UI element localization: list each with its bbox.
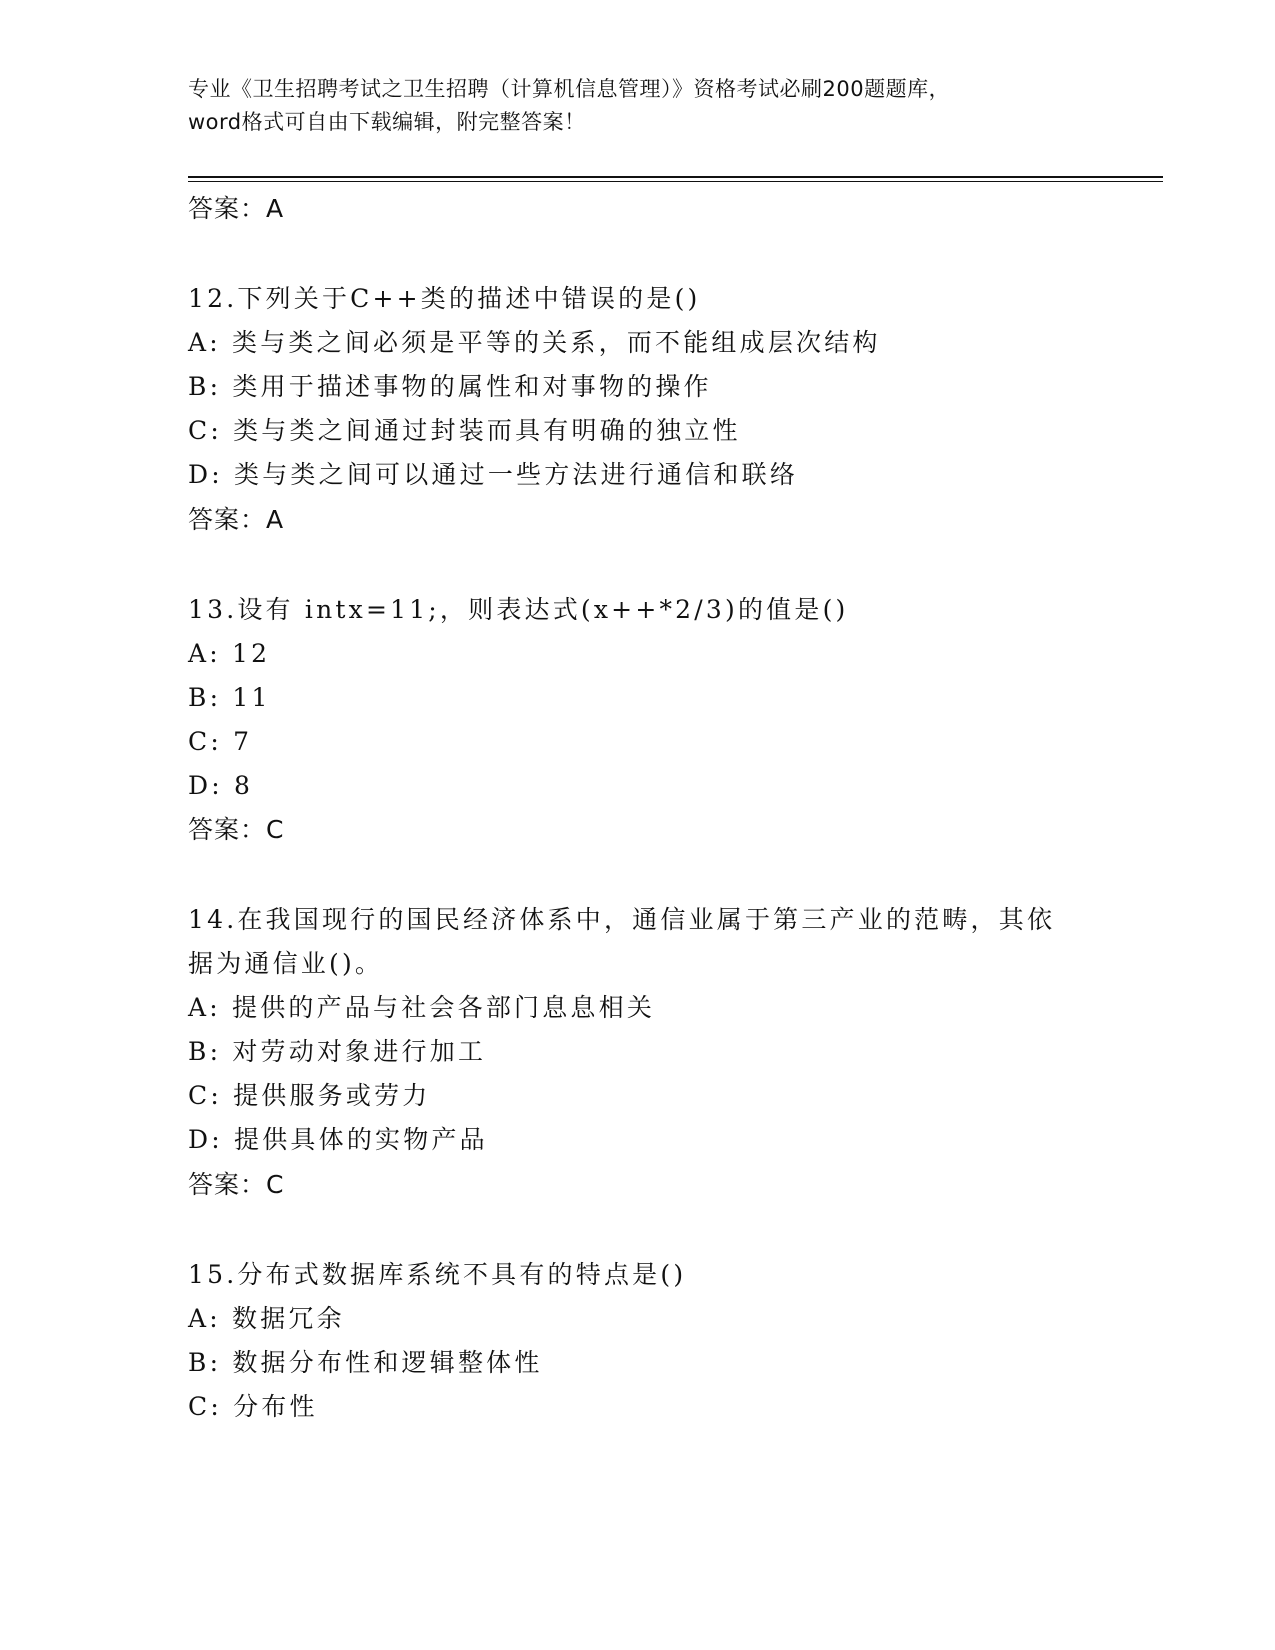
question-14-text-line-2: 据为通信业()。 <box>188 949 384 978</box>
question-12-option-a: A: 类与类之间必须是平等的关系，而不能组成层次结构 <box>188 328 881 357</box>
question-13-option-d: D: 8 <box>188 771 254 800</box>
question-12-option-b: B: 类用于描述事物的属性和对事物的操作 <box>188 372 712 401</box>
question-15-option-a: A: 数据冗余 <box>188 1304 345 1333</box>
header-divider-thin <box>188 181 1163 182</box>
answer-line: 答案：A <box>188 194 285 223</box>
header-line-2: word格式可自由下载编辑，附完整答案！ <box>188 110 586 134</box>
question-14-option-c: C: 提供服务或劳力 <box>188 1081 431 1110</box>
question-14-text-line-1: 14.在我国现行的国民经济体系中，通信业属于第三产业的范畴，其依 <box>188 905 1056 934</box>
question-13-option-b: B: 11 <box>188 683 271 712</box>
question-15-text: 15.分布式数据库系统不具有的特点是() <box>188 1260 687 1289</box>
question-14-option-d: D: 提供具体的实物产品 <box>188 1125 488 1154</box>
question-14-answer: 答案：C <box>188 1170 285 1199</box>
header-divider-thick <box>188 176 1163 178</box>
question-12-option-d: D: 类与类之间可以通过一些方法进行通信和联络 <box>188 460 799 489</box>
question-12-answer: 答案：A <box>188 505 285 534</box>
question-13-text: 13.设有 intx=11;，则表达式(x++*2/3)的值是() <box>188 595 849 624</box>
question-14-option-a: A: 提供的产品与社会各部门息息相关 <box>188 993 656 1022</box>
question-13-option-c: C: 7 <box>188 727 253 756</box>
question-12-text: 12.下列关于C++类的描述中错误的是() <box>188 284 701 313</box>
question-15-option-c: C: 分布性 <box>188 1392 318 1421</box>
question-12-option-c: C: 类与类之间通过封装而具有明确的独立性 <box>188 416 741 445</box>
question-14-option-b: B: 对劳动对象进行加工 <box>188 1037 487 1066</box>
question-13-answer: 答案：C <box>188 815 285 844</box>
document-header <box>188 73 1088 139</box>
question-13-option-a: A: 12 <box>188 639 271 668</box>
header-line-1: 专业《卫生招聘考试之卫生招聘（计算机信息管理）》资格考试必刷200题题库， <box>188 77 951 101</box>
question-15-option-b: B: 数据分布性和逻辑整体性 <box>188 1348 543 1377</box>
